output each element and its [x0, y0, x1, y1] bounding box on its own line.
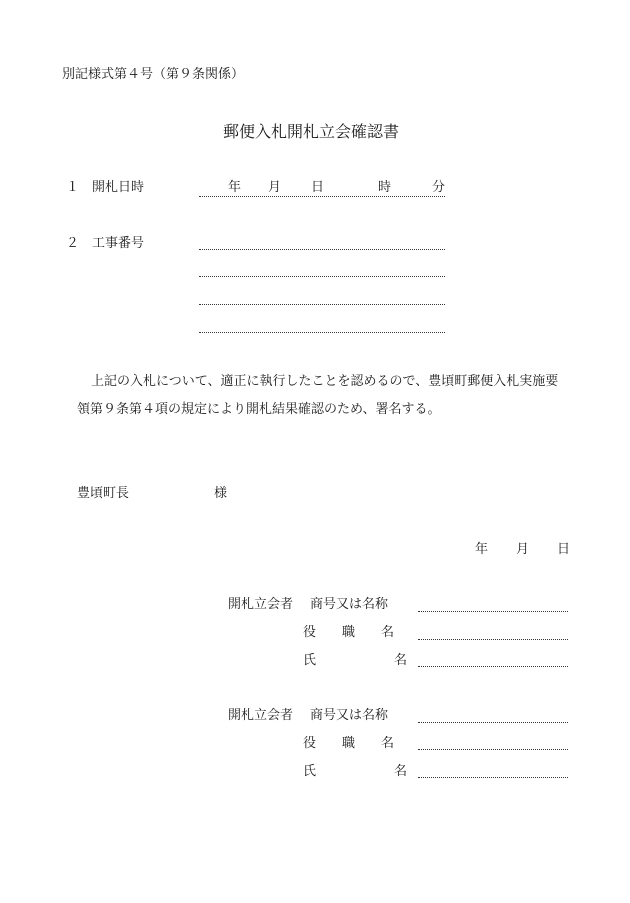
- date-unit-minute: 分: [432, 180, 446, 195]
- sign-date-day: 日: [557, 542, 571, 557]
- witness-2-title-line[interactable]: [418, 749, 568, 750]
- date-unit-year: 年: [228, 180, 242, 195]
- witness-2-role: 開札立会者: [228, 708, 294, 723]
- witness-2-company-line[interactable]: [418, 722, 568, 723]
- date-unit-day: 日: [311, 180, 325, 195]
- date-unit-hour: 時: [378, 180, 392, 195]
- statement-line-2: 領第９条第４項の規定により開札結果確認のため、署名する。: [77, 402, 441, 417]
- witness-2-name-label: 氏 名: [303, 764, 408, 779]
- witness-1-company-line[interactable]: [418, 611, 568, 612]
- item2-number: ２: [66, 236, 80, 251]
- form-reference: 別記様式第４号（第９条関係）: [62, 67, 245, 82]
- project-number-line-1[interactable]: [199, 249, 445, 250]
- project-number-line-2[interactable]: [199, 276, 445, 277]
- document-title: 郵便入札開札立会確認書: [223, 122, 400, 141]
- witness-1-name-label: 氏 名: [303, 653, 408, 668]
- witness-1-name-line[interactable]: [418, 666, 568, 667]
- item1-number: １: [66, 180, 80, 195]
- date-unit-month: 月: [268, 180, 282, 195]
- witness-2-title-label: 役 職 名: [303, 736, 395, 751]
- witness-1-company-label: 商号又は名称: [310, 597, 389, 612]
- addressee-honorific: 様: [214, 486, 228, 501]
- project-number-line-3[interactable]: [199, 304, 445, 305]
- statement-line-1: 上記の入札について、適正に執行したことを認めるので、豊頃町郵便入札実施要: [91, 374, 559, 389]
- witness-1-title-label: 役 職 名: [303, 625, 395, 640]
- witness-1-title-line[interactable]: [418, 639, 568, 640]
- item2-label: 工事番号: [92, 236, 145, 251]
- datetime-fill-line[interactable]: [199, 196, 445, 197]
- witness-1-role: 開札立会者: [228, 597, 294, 612]
- witness-2-name-line[interactable]: [418, 777, 568, 778]
- witness-2-company-label: 商号又は名称: [310, 708, 389, 723]
- addressee-name: 豊頃町長: [77, 486, 130, 501]
- item1-label: 開札日時: [92, 180, 145, 195]
- sign-date-month: 月: [516, 542, 530, 557]
- sign-date-year: 年: [475, 542, 489, 557]
- project-number-line-4[interactable]: [199, 332, 445, 333]
